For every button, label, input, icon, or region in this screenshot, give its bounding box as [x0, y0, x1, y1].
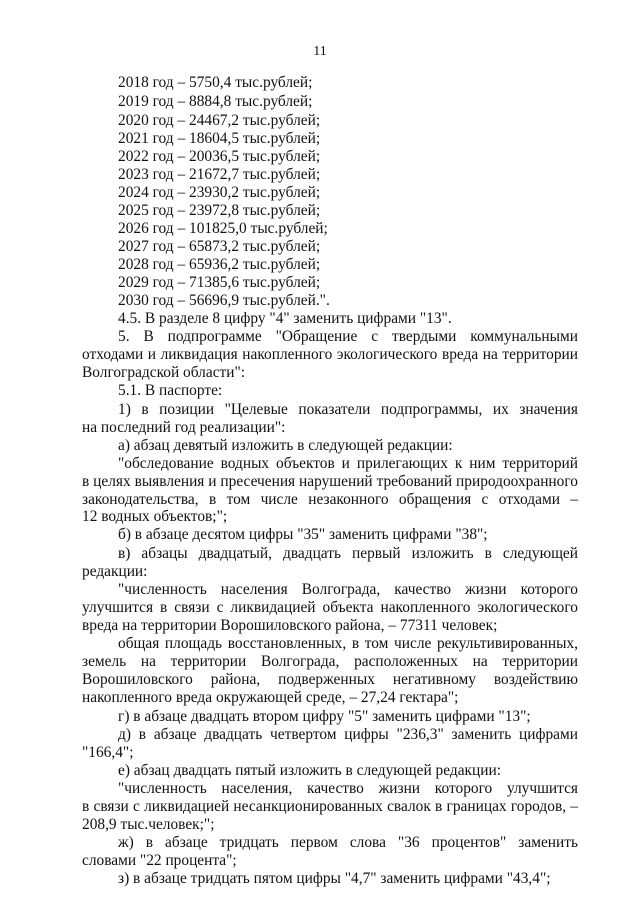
item-v-quote-line: Ворошиловского района, подверженных негативному воздействию	[82, 671, 578, 689]
item-e-quote-line: 208,9 тыс.человек;";	[82, 816, 215, 833]
item-v-quote-line: накопленного вреда окружающей среде, – 27,24 гектара";	[82, 689, 459, 707]
budget-line-2021: 2021 год – 18604,5 тыс.рублей;	[118, 129, 321, 147]
item-v-line: редакции:	[82, 563, 148, 581]
item-zh-line: словами "22 процента";	[82, 852, 237, 869]
item-z: з) в абзаце тридцать пятом цифры "4,7" заменить цифрами "43,4";	[118, 870, 551, 887]
page-number: 11	[313, 44, 327, 59]
budget-line-2028: 2028 год – 65936,2 тыс.рублей;	[118, 255, 321, 273]
paragraph-5-line: 5. В подпрограмме "Обращение с твердыми коммунальными	[118, 327, 578, 345]
budget-line-2018: 2018 год – 5750,4 тыс.рублей;	[118, 74, 313, 91]
budget-line-2020: 2020 год – 24467,2 тыс.рублей;	[118, 111, 321, 129]
item-a-quote-line: "обследование водных объектов и прилегающих к ним территорий	[118, 454, 578, 472]
item-1-line: 1) в позиции "Целевые показатели подпрограммы, их значения	[118, 400, 578, 418]
item-e-quote-line: в связи с ликвидацией несанкционированных свалок в границах городов, –	[82, 798, 578, 816]
item-v-quote-line: "численность населения Волгограда, качество жизни которого	[118, 581, 578, 599]
paragraph-5-1: 5.1. В паспорте:	[118, 381, 223, 399]
item-v-quote-line: улучшится в связи с ликвидацией объекта накопленного экологического	[82, 599, 578, 617]
paragraph-5-line: отходами и ликвидация накопленного экологического вреда на территории	[82, 345, 578, 363]
budget-line-2027: 2027 год – 65873,2 тыс.рублей;	[118, 237, 321, 255]
item-v-quote-line: общая площадь восстановленных, в том числе рекультивированных,	[118, 635, 578, 653]
item-a: а) абзац девятый изложить в следующей редакции:	[118, 436, 453, 454]
item-e: е) абзац двадцать пятый изложить в следующей редакции:	[118, 762, 502, 780]
item-zh-line: ж) в абзаце тридцать первом слова "36 процентов" заменить	[118, 834, 578, 851]
item-d-line: д) в абзаце двадцать четвертом цифры "236,3" заменить цифрами	[118, 726, 578, 744]
item-v-quote-line: земель на территории Волгограда, расположенных на территории	[82, 653, 578, 671]
budget-line-2030: 2030 год – 56696,9 тыс.рублей.".	[118, 291, 330, 309]
item-g: г) в абзаце двадцать втором цифру "5" заменить цифрами "13";	[118, 708, 531, 726]
item-b: б) в абзаце десятом цифры "35" заменить цифрами "38";	[118, 526, 488, 544]
item-a-quote-line: 12 водных объектов;";	[82, 508, 228, 526]
item-a-quote-line: в целях выявления и пресечения нарушений требований природоохранного	[82, 472, 578, 490]
paragraph-4-5: 4.5. В разделе 8 цифру "4" заменить цифрами "13".	[118, 309, 452, 327]
item-v-line: в) абзацы двадцатый, двадцать первый изложить в следующей	[118, 545, 578, 563]
paragraph-5-line: Волгоградской области":	[82, 363, 246, 381]
budget-line-2024: 2024 год – 23930,2 тыс.рублей;	[118, 183, 321, 201]
item-d-line: "166,4";	[82, 744, 134, 762]
budget-line-2025: 2025 год – 23972,8 тыс.рублей;	[118, 201, 321, 219]
budget-line-2019: 2019 год – 8884,8 тыс.рублей;	[118, 92, 313, 110]
budget-line-2026: 2026 год – 101825,0 тыс.рублей;	[118, 219, 328, 237]
item-e-quote-line: "численность населения, качество жизни которого улучшится	[118, 780, 578, 798]
budget-line-2022: 2022 год – 20036,5 тыс.рублей;	[118, 147, 321, 165]
budget-line-2023: 2023 год – 21672,7 тыс.рублей;	[118, 165, 321, 183]
item-a-quote-line: законодательства, в том числе незаконного обращения с отходами –	[82, 490, 578, 508]
budget-line-2029: 2029 год – 71385,6 тыс.рублей;	[118, 273, 321, 291]
item-1-line: на последний год реализации":	[82, 418, 286, 436]
item-v-quote-line: вреда на территории Ворошиловского района, – 77311 человек;	[82, 617, 498, 635]
